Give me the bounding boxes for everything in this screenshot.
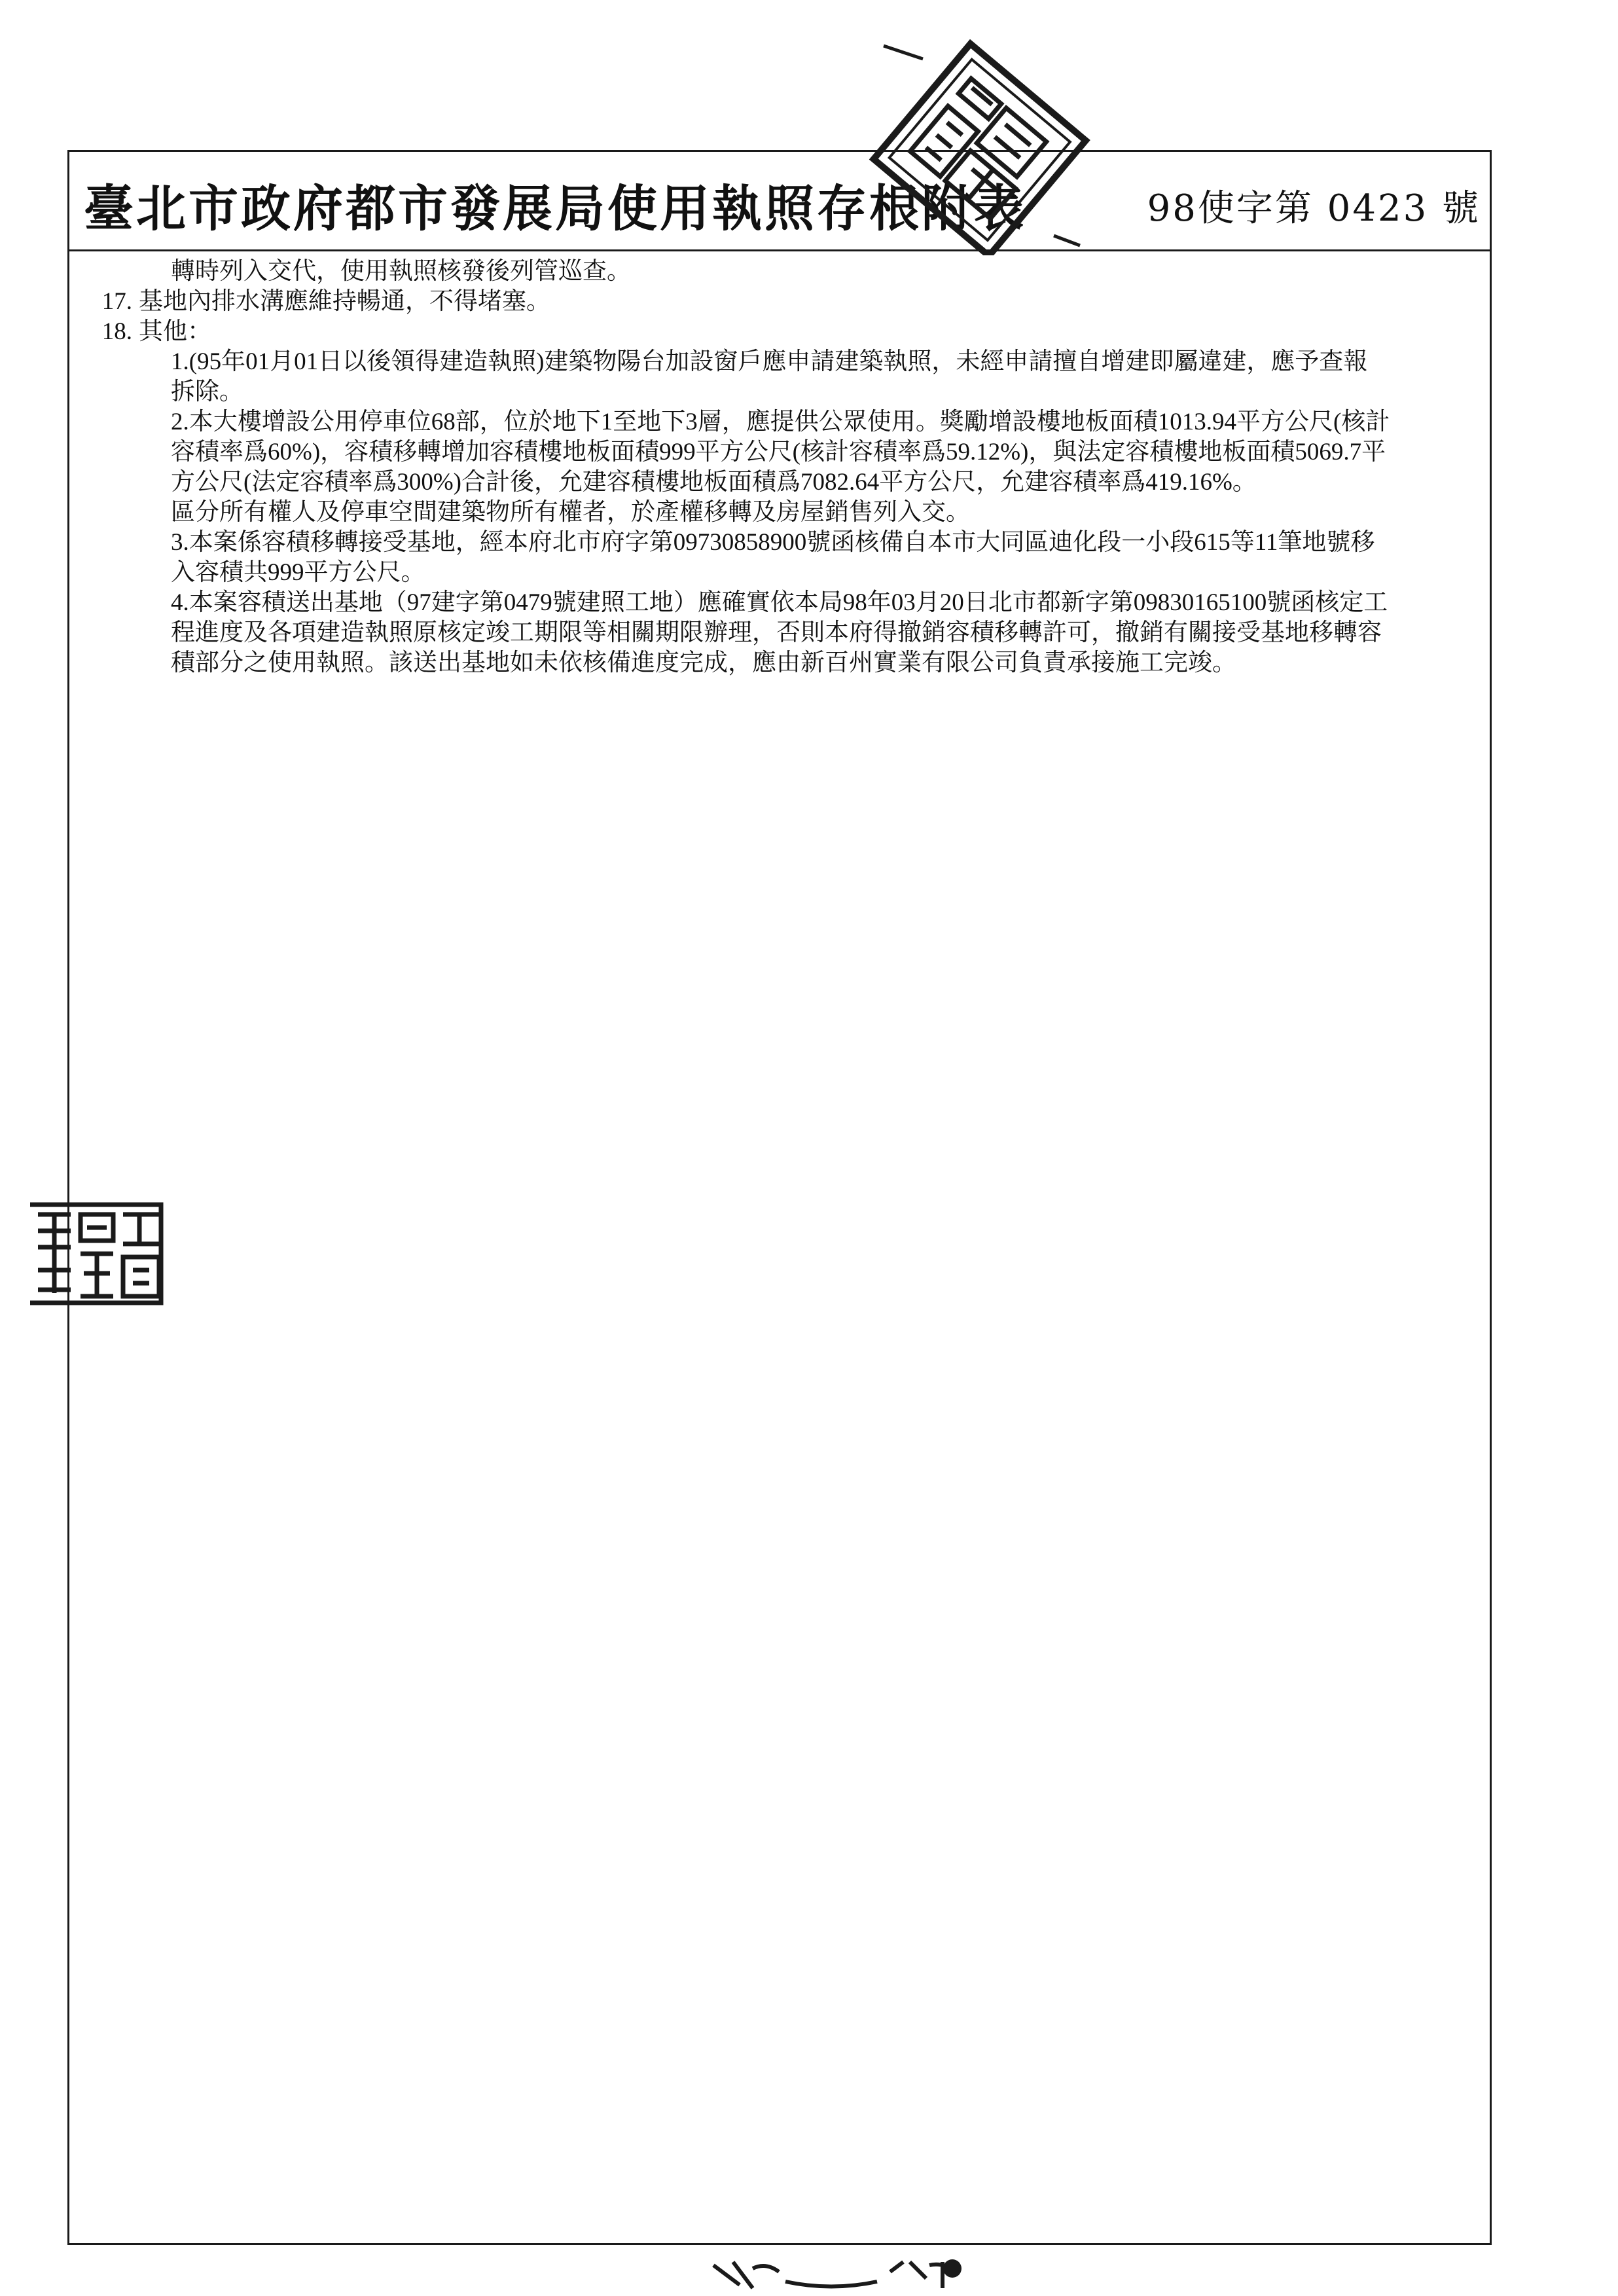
item-number: 17. [101, 288, 132, 315]
continuation-line: 轉時列入交代，使用執照核發後列管巡查。 [171, 258, 631, 285]
list-item-18 [89, 317, 1490, 347]
list-item-17 [89, 287, 1490, 317]
official-seal-top [844, 39, 1119, 255]
header-divider [69, 249, 1490, 251]
sub-item-line: 容積率爲60%)，容積移轉增加容積樓地板面積999平方公尺(核計容積率爲59.12%)，與法定容積樓地板面積5069.7平 [171, 439, 1386, 465]
item-text: 基地內排水溝應維持暢通，不得堵塞。 [139, 288, 550, 315]
sub-item-2 [89, 407, 1490, 528]
sub-item-line: 程進度及各項建造執照原核定竣工期限等相關期限辦理，否則本府得撤銷容積移轉許可，撤銷有關接受基地移轉容 [171, 619, 1382, 646]
official-seal-left [25, 1192, 169, 1316]
item-text: 其他： [139, 318, 211, 345]
document-title: 臺北市政府都市發展局使用執照存根附表 [84, 179, 1026, 238]
sub-item-line: 3.本案係容積移轉接受基地，經本府北市府字第09730858900號函核備自本市大同區迪化段一小段615等11筆地號移 [171, 529, 1375, 556]
permit-number: 98使字第 0423 號 [1147, 187, 1481, 230]
official-seal-bottom [694, 2252, 982, 2296]
sub-item-4 [89, 588, 1490, 678]
sub-item-line: 2.本大樓增設公用停車位68部，位於地下1至地下3層，應提供公眾使用。獎勵增設樓地板面積1013.94平方公尺(核計 [171, 409, 1390, 435]
sub-item-line: 方公尺(法定容積率爲300%)合計後，允建容積樓地板面積爲7082.64平方公尺，允建容積率爲419.16%。 [171, 469, 1257, 496]
sub-item-line: 入容積共999平方公尺。 [171, 559, 425, 586]
sub-item-line: 積部分之使用執照。該送出基地如未依核備進度完成，應由新百州實業有限公司負責承接施工完竣。 [171, 649, 1236, 676]
sub-item-line: 1.(95年01月01日以後領得建造執照)建築物陽台加設窗戶應申請建築執照，未經申請擅自增建即屬違建，應予查報 [171, 348, 1368, 375]
sub-item-line: 區分所有權人及停車空間建築物所有權者，於產權移轉及房屋銷售列入交。 [171, 499, 970, 526]
sub-item-3 [89, 528, 1490, 588]
sub-item-1 [89, 347, 1490, 407]
document-body [89, 257, 1490, 678]
sub-item-line: 拆除。 [171, 378, 243, 405]
sub-item-line: 4.本案容積送出基地（97建字第0479號建照工地）應確實依本局98年03月20日北市都新字第09830165100號函核定工 [171, 589, 1388, 616]
document-frame [67, 150, 1492, 2245]
item-number: 18. [101, 318, 132, 345]
